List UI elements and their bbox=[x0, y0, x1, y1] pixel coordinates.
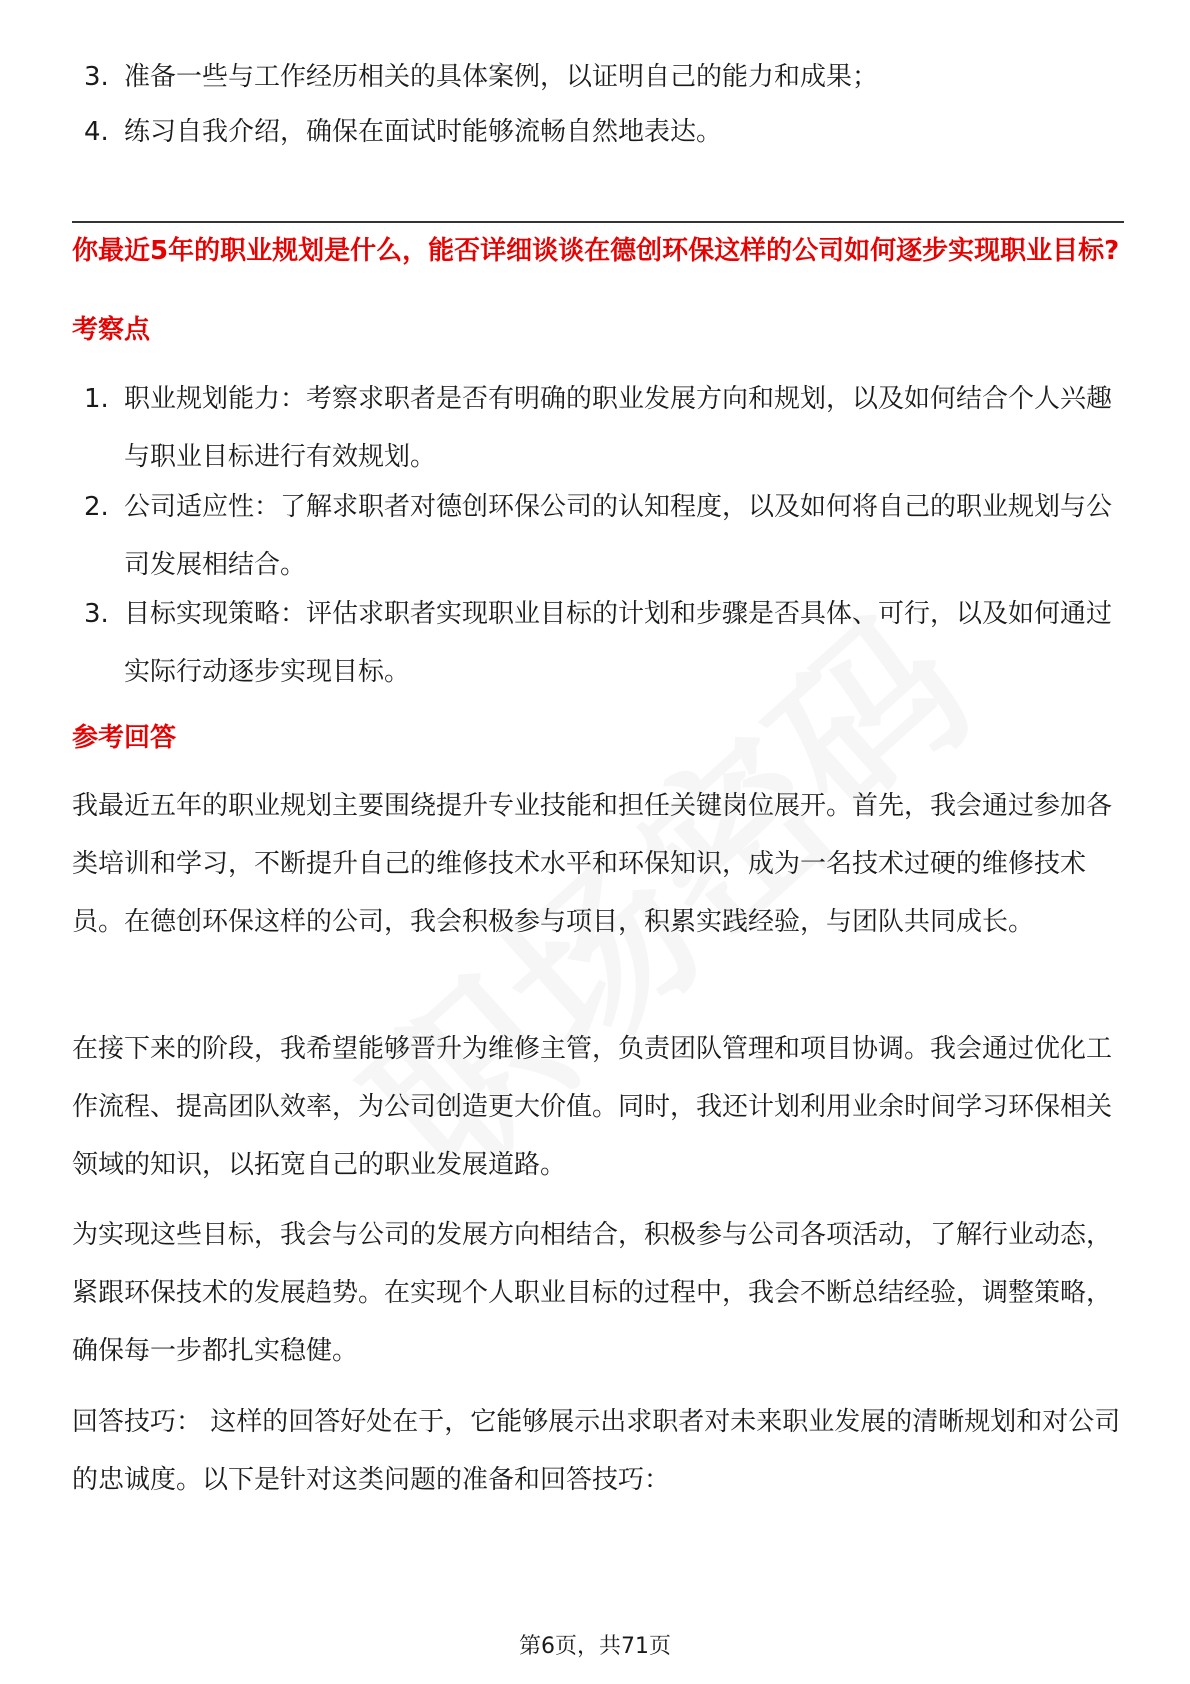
list-text: 目标实现策略：评估求职者实现职业目标的计划和步骤是否具体、可行，以及如何通过实际行动逐步实现目标。 bbox=[124, 599, 1113, 687]
list-number: 4. bbox=[84, 117, 109, 147]
answer-heading: 参考回答 bbox=[72, 723, 177, 753]
answer-paragraph: 在接下来的阶段，我希望能够晋升为维修主管，负责团队管理和项目协调。我会通过优化工作流程、提高团队效率，为公司创造更大价值。同时，我还计划利用业余时间学习环保相关领域的知识，以拓宽自己的职业发展道路。 bbox=[72, 1034, 1113, 1180]
list-text: 练习自我介绍，确保在面试时能够流畅自然地表达。 bbox=[124, 117, 723, 147]
focus-heading: 考察点 bbox=[72, 315, 151, 345]
list-text: 准备一些与工作经历相关的具体案例，以证明自己的能力和成果； bbox=[124, 62, 879, 92]
list-number: 3. bbox=[84, 599, 109, 629]
list-text: 职业规划能力：考察求职者是否有明确的职业发展方向和规划，以及如何结合个人兴趣与职业目标进行有效规划。 bbox=[124, 384, 1113, 472]
page-footer: 第6页，共71页 bbox=[519, 1634, 671, 1659]
list-number: 3. bbox=[84, 62, 109, 92]
answer-paragraph: 为实现这些目标，我会与公司的发展方向相结合，积极参与公司各项活动，了解行业动态，紧跟环保技术的发展趋势。在实现个人职业目标的过程中，我会不断总结经验，调整策略，确保每一步都扎实稳健。 bbox=[72, 1220, 1113, 1366]
question-title: 你最近5年的职业规划是什么，能否详细谈谈在德创环保这样的公司如何逐步实现职业目标? bbox=[72, 236, 1120, 266]
list-number: 2. bbox=[84, 492, 109, 522]
section-divider bbox=[72, 221, 1124, 223]
list-text: 公司适应性：了解求职者对德创环保公司的认知程度，以及如何将自己的职业规划与公司发展相结合。 bbox=[124, 492, 1113, 580]
answer-paragraph: 我最近五年的职业规划主要围绕提升专业技能和担任关键岗位展开。首先，我会通过参加各类培训和学习，不断提升自己的维修技术水平和环保知识，成为一名技术过硬的维修技术员。在德创环保这样的公司，我会积极参与项目，积累实践经验，与团队共同成长。 bbox=[72, 791, 1113, 937]
answer-paragraph: 回答技巧： 这样的回答好处在于，它能够展示出求职者对未来职业发展的清晰规划和对公司的忠诚度。以下是针对这类问题的准备和回答技巧： bbox=[72, 1407, 1121, 1495]
document-page bbox=[72, 0, 1124, 1684]
list-number: 1. bbox=[84, 384, 109, 414]
